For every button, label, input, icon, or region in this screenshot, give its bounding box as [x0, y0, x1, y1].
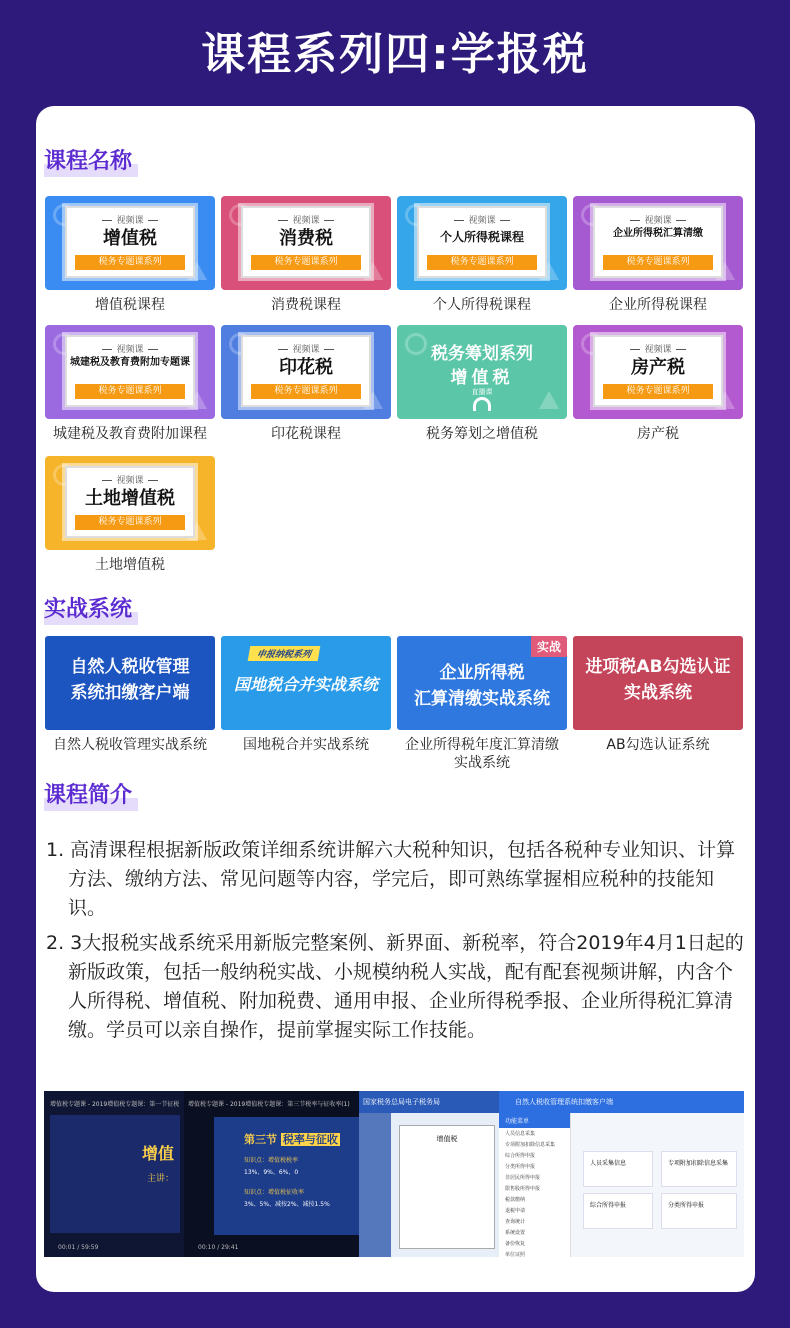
screenshot-collage — [44, 1091, 744, 1257]
course-tag: 税务专题课系列 — [251, 384, 361, 399]
course-kind: 视频课 — [595, 342, 721, 355]
course-card[interactable] — [221, 325, 391, 443]
video-line: 3%、5%、减按2%、减按1.5% — [244, 1201, 330, 1208]
course-thumbnail — [45, 325, 215, 419]
card-label: 人员采集信息 — [590, 1160, 627, 1167]
system-thumbnail — [221, 636, 391, 730]
section-title-courses: 课程名称 — [44, 144, 138, 177]
headphone-icon — [473, 397, 491, 411]
system-thumbnail — [397, 636, 567, 730]
menu-item[interactable]: 非居民所得申报 — [505, 1175, 541, 1181]
system-card[interactable] — [45, 636, 215, 754]
system-caption: 国地税合并实战系统 — [243, 737, 369, 753]
course-name: 增值税 — [450, 368, 514, 388]
course-name: 印花税 — [279, 357, 333, 378]
course-kind: 视频课 — [67, 473, 193, 486]
course-caption: 个人所得税课程 — [433, 297, 531, 313]
course-caption: 城建税及教育费附加课程 — [53, 426, 207, 442]
course-name: 房产税 — [631, 357, 685, 378]
course-series-title: 税务筹划系列 — [431, 344, 533, 364]
card[interactable] — [583, 1151, 653, 1187]
course-caption: 税务筹划之增值税 — [426, 426, 538, 442]
course-card[interactable] — [573, 325, 743, 443]
course-label-box — [65, 206, 195, 278]
course-kind: 视频课 — [67, 342, 193, 355]
course-kind: 直播课 — [471, 388, 493, 396]
system-thumbnail — [573, 636, 743, 730]
video-title: 增值税专题课 - 2019增值税专题课：第三节税率与征收率(1) — [188, 1101, 350, 1108]
card[interactable] — [661, 1193, 737, 1229]
course-card[interactable] — [221, 196, 391, 314]
tax-bureau-window — [359, 1091, 499, 1257]
system-title-line-2: 汇算清缴实战系统 — [414, 689, 550, 709]
course-card[interactable] — [45, 325, 215, 443]
menu-item[interactable]: 人员信息采集 — [505, 1131, 536, 1137]
system-badge: 申报纳税系列 — [248, 646, 321, 661]
card-label: 综合所得申报 — [590, 1202, 627, 1209]
course-caption: 土地增值税 — [95, 557, 165, 573]
menu-item[interactable]: 综合所得申报 — [505, 1153, 536, 1159]
system-title-line-1: 进项税AB勾选认证 — [585, 657, 731, 677]
course-tag: 税务专题课系列 — [603, 384, 713, 399]
course-card[interactable] — [397, 325, 567, 443]
course-caption: 消费税课程 — [271, 297, 341, 313]
video-screen — [214, 1117, 359, 1235]
video-heading: 第三节 — [244, 1133, 277, 1146]
system-title-line-1: 自然人税收管理 — [70, 657, 190, 677]
course-tag: 税务专题课系列 — [75, 384, 185, 399]
menu-header: 功能菜单 — [499, 1113, 570, 1128]
course-card[interactable] — [45, 456, 215, 574]
card-label: 分类所得申报 — [668, 1202, 705, 1209]
course-caption: 印花税课程 — [271, 426, 341, 442]
section-title-intro: 课程简介 — [44, 778, 138, 811]
course-thumbnail — [397, 325, 567, 419]
card[interactable] — [583, 1193, 653, 1229]
course-label-box — [241, 206, 371, 278]
course-card[interactable] — [397, 196, 567, 314]
system-title-line-2: 实战系统 — [624, 683, 692, 703]
course-tag: 税务专题课系列 — [75, 255, 185, 270]
video-heading: 增值 — [141, 1144, 174, 1163]
course-thumbnail — [397, 196, 567, 290]
menu-item[interactable]: 限售股所得申报 — [505, 1186, 541, 1192]
course-tag: 税务专题课系列 — [251, 255, 361, 270]
course-label-box — [65, 466, 195, 538]
system-badge: 实战 — [531, 636, 567, 657]
course-label-box — [65, 335, 195, 407]
course-kind: 视频课 — [243, 213, 369, 226]
course-name: 企业所得税汇算清缴 — [613, 228, 703, 239]
document — [399, 1125, 495, 1249]
course-kind: 视频课 — [419, 213, 545, 226]
card[interactable] — [661, 1151, 737, 1187]
course-kind: 视频课 — [243, 342, 369, 355]
content-panel — [36, 106, 755, 1292]
window-title: 自然人税收管理系统扣缴客户端 — [499, 1091, 744, 1113]
video-line: 知识点：增值税征收率 — [244, 1189, 305, 1196]
course-caption: 企业所得税课程 — [609, 297, 707, 313]
video-player-1[interactable] — [44, 1091, 184, 1257]
course-kind: 视频课 — [595, 213, 721, 226]
menu-item[interactable]: 备份恢复 — [505, 1241, 526, 1247]
video-line: 13%、9%、6%、0 — [244, 1169, 299, 1176]
system-title-line-1: 国地税合并实战系统 — [233, 675, 378, 694]
course-tag: 税务专题课系列 — [603, 255, 713, 270]
video-player-2[interactable] — [184, 1091, 359, 1257]
course-thumbnail — [221, 325, 391, 419]
course-name: 消费税 — [279, 228, 333, 249]
course-thumbnail — [221, 196, 391, 290]
course-thumbnail — [573, 325, 743, 419]
video-subtitle: 主讲： — [146, 1174, 174, 1184]
course-thumbnail — [45, 196, 215, 290]
course-name: 土地增值税 — [85, 488, 175, 509]
window-title: 国家税务总局电子税务局 — [359, 1091, 499, 1113]
system-card[interactable] — [221, 636, 391, 754]
course-thumbnail — [45, 456, 215, 550]
intro-item-1: 1. 高清课程根据新版政策详细系统讲解六大税种知识，包括各税种专业知识、计算方法、缴纳方法、常见问题等内容，学完后，即可熟练掌握相应税种的技能知识。 — [46, 839, 736, 919]
course-thumbnail — [573, 196, 743, 290]
menu-item[interactable]: 单位证照 — [505, 1252, 526, 1257]
system-card[interactable] — [573, 636, 743, 754]
menu-item[interactable]: 退税申请 — [505, 1208, 526, 1214]
course-name: 个人所得税课程 — [439, 230, 524, 244]
course-tag: 税务专题课系列 — [75, 515, 185, 530]
menu-item[interactable]: 专项附加扣除信息采集 — [505, 1142, 556, 1148]
course-card[interactable] — [45, 196, 215, 314]
page-title: 课程系列四:学报税 — [201, 29, 589, 80]
course-caption: 房产税 — [637, 426, 679, 442]
course-label-box — [593, 206, 723, 278]
function-menu — [499, 1113, 571, 1257]
video-time: 00:10 / 29:41 — [198, 1244, 239, 1251]
course-name: 城建税及教育费附加专题课 — [70, 357, 190, 368]
document-title: 增值税 — [436, 1135, 458, 1143]
menu-item[interactable]: 查询统计 — [505, 1219, 526, 1225]
course-label-box — [593, 335, 723, 407]
video-heading-box: 税率与征收 — [282, 1133, 338, 1146]
video-title: 增值税专题课 - 2019增值税专题课：第一节征税 — [50, 1101, 180, 1108]
system-card[interactable] — [397, 636, 567, 772]
course-label-box — [417, 206, 547, 278]
system-thumbnail — [45, 636, 215, 730]
video-line: 知识点：增值税税率 — [244, 1157, 299, 1164]
withholding-client-window — [499, 1091, 744, 1257]
system-title-line-2: 系统扣缴客户端 — [70, 683, 190, 703]
course-kind: 视频课 — [67, 213, 193, 226]
intro-item-2: 2. 3大报税实战系统采用新版完整案例、新界面、新税率，符合2019年4月1日起的新版政策，包括一般纳税实战、小规模纳税人实战，配有配套视频讲解，内含个人所得税、增值税、附加税费、通用申报、企业所得税季报、企业所得税汇算清缴。学员可以亲自操作，提前掌握实际工作技能。 — [46, 932, 744, 1041]
course-card[interactable] — [573, 196, 743, 314]
course-label-box — [241, 335, 371, 407]
menu-item[interactable]: 分类所得申报 — [505, 1164, 536, 1170]
video-screen — [50, 1115, 180, 1233]
menu-item[interactable]: 系统设置 — [505, 1230, 526, 1236]
card-label: 专项附加扣除信息采集 — [668, 1160, 729, 1167]
course-name: 增值税 — [103, 228, 157, 249]
system-caption: AB勾选认证系统 — [606, 737, 710, 753]
section-title-systems: 实战系统 — [44, 592, 138, 625]
system-title-line-1: 企业所得税 — [439, 663, 525, 683]
menu-item[interactable]: 税款缴纳 — [505, 1197, 526, 1203]
course-caption: 增值税课程 — [95, 297, 165, 313]
system-caption: 企业所得税年度汇算清缴实战系统 — [405, 737, 559, 771]
video-time: 00:01 / 59:59 — [58, 1244, 99, 1251]
system-caption: 自然人税收管理实战系统 — [53, 737, 207, 753]
side-menu — [359, 1113, 391, 1257]
course-tag: 税务专题课系列 — [427, 255, 537, 270]
intro-list — [46, 836, 746, 1045]
